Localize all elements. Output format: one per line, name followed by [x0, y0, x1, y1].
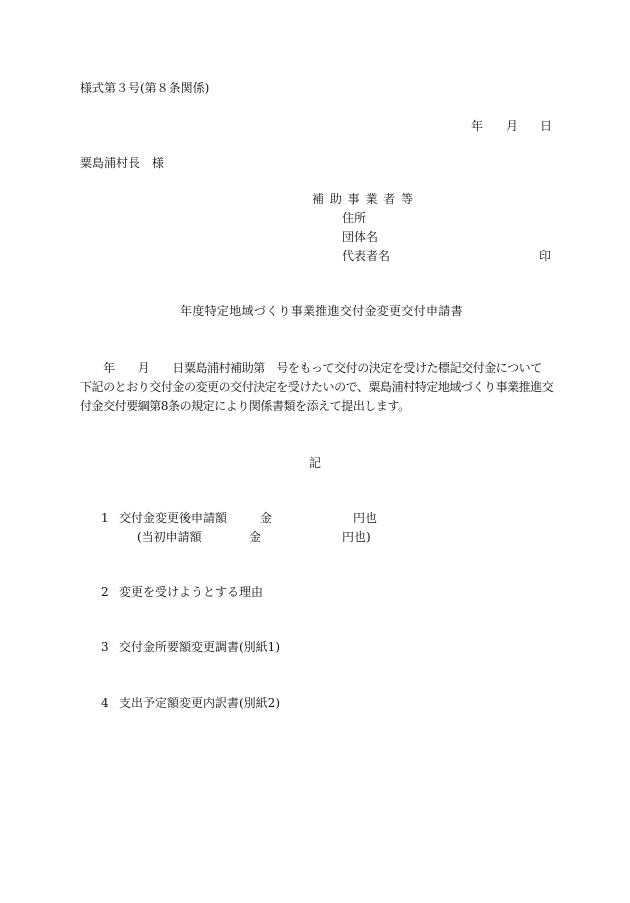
form-number: 様式第３号(第８条関係)	[80, 81, 210, 95]
date-month: 月	[506, 119, 519, 133]
item-1-label: 交付金変更後申請額	[119, 511, 228, 525]
date-day: 日	[540, 119, 553, 133]
item-1-yen: 円也	[353, 511, 378, 525]
item-4-label: 支出予定額変更内訳書(別紙2)	[119, 696, 280, 710]
body-line-1: 年 月 日粟島浦村補助第 号をもって交付の決定を受けた標記交付金について	[80, 361, 542, 375]
item-1-original-kin: 金	[249, 530, 262, 544]
item-1-original-yen: 円也)	[342, 530, 371, 544]
item-4-number: 4	[101, 696, 109, 710]
item-2-number: 2	[101, 585, 109, 599]
item-1-number: 1	[101, 511, 109, 525]
item-1-original-label: (当初申請額	[137, 530, 202, 544]
document-title: 年度特定地域づくり事業推進交付金変更交付申請書	[180, 304, 463, 318]
seal-mark: 印	[539, 249, 552, 263]
body-line-3: 付金交付要綱第8条の規定により関係書類を添えて提出します。	[80, 399, 410, 413]
address-label: 住所	[342, 211, 367, 225]
group-name-label: 団体名	[342, 230, 379, 244]
item-1-kin: 金	[260, 511, 273, 525]
ki-heading: 記	[309, 456, 322, 470]
body-line-2: 下記のとおり交付金の変更の交付決定を受けたいので、粟島浦村特定地域づくり事業推進交	[80, 380, 554, 394]
item-3-number: 3	[101, 640, 109, 654]
addressee: 粟島浦村長 様	[80, 156, 165, 170]
item-2-label: 変更を受けようとする理由	[119, 585, 264, 599]
representative-label: 代表者名	[342, 249, 391, 263]
applicant-heading: 補 助 事 業 者 等	[312, 192, 415, 206]
item-3-label: 交付金所要額変更調書(別紙1)	[119, 640, 280, 654]
date-year: 年	[471, 119, 484, 133]
